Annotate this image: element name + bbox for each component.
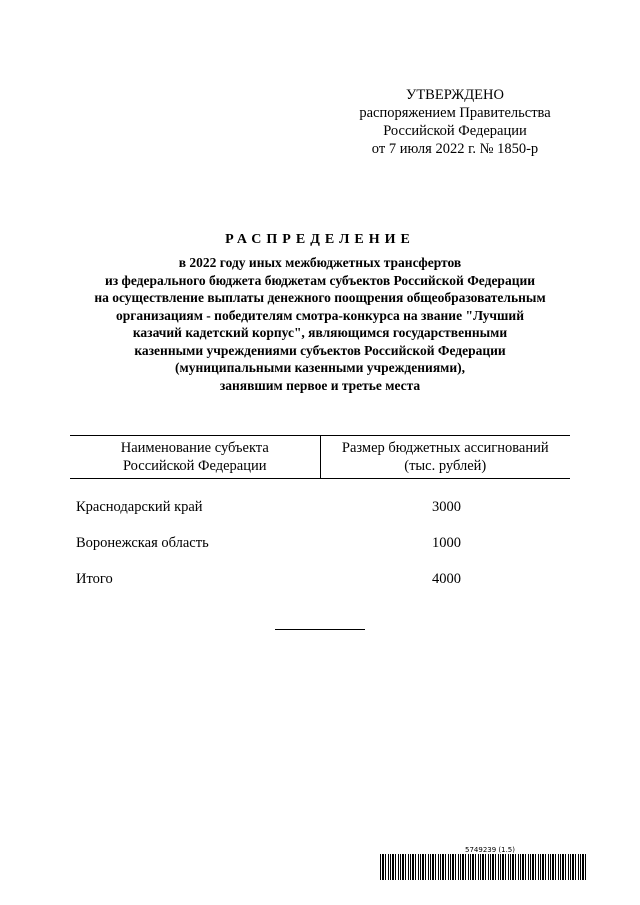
distribution-table [70,435,570,597]
table-body [70,489,570,597]
approval-line: Российской Федерации [383,123,527,139]
barcode-icon [380,854,586,880]
table-row-total [70,561,570,597]
header-amount [321,436,571,478]
subtitle-line: (муниципальными казенными учреждениями), [175,360,465,375]
row-subject: Краснодарский край [76,498,203,515]
row-amount: 4000 [432,570,461,587]
table-row [70,489,570,525]
barcode-label: 5749239 (1.5) [465,846,515,854]
table-row [70,525,570,561]
subtitle-line: организациям - победителям смотра-конкурса на звание "Лучший [116,307,524,323]
row-amount: 3000 [432,498,461,515]
subtitle-line: казенными учреждениями субъектов Российской Федерации [134,342,506,358]
end-divider [275,629,365,630]
header-subject-line: Российской Федерации [122,458,267,474]
approval-line: распоряжением Правительства [359,105,551,121]
row-subject: Воронежская область [76,534,209,551]
approval-block [330,86,580,158]
subtitle-line: из федерального бюджета бюджетам субъектов Российской Федерации [104,272,536,288]
subtitle-line: на осуществление выплаты денежного поощрения общеобразовательным [94,290,546,305]
subtitle-line: занявшим первое и третье места [219,377,421,393]
row-amount: 1000 [432,534,461,551]
document-title: РАСПРЕДЕЛЕНИЕ [225,232,415,247]
header-subject-line: Наименование субъекта [120,440,269,456]
subtitle-line: в 2022 году иных межбюджетных трансфертов [178,255,462,270]
row-subject: Итого [76,570,113,587]
header-subject [70,436,321,478]
header-amount-line: (тыс. рублей) [404,458,487,474]
approval-heading: УТВЕРЖДЕНО [406,87,504,103]
subtitle-line: казачий кадетский корпус", являющимся государственными [132,325,508,340]
header-amount-line: Размер бюджетных ассигнований [341,440,549,456]
table-header [70,435,570,479]
document-subtitle [50,254,590,394]
approval-date-number: от 7 июля 2022 г. № 1850-р [371,141,539,157]
